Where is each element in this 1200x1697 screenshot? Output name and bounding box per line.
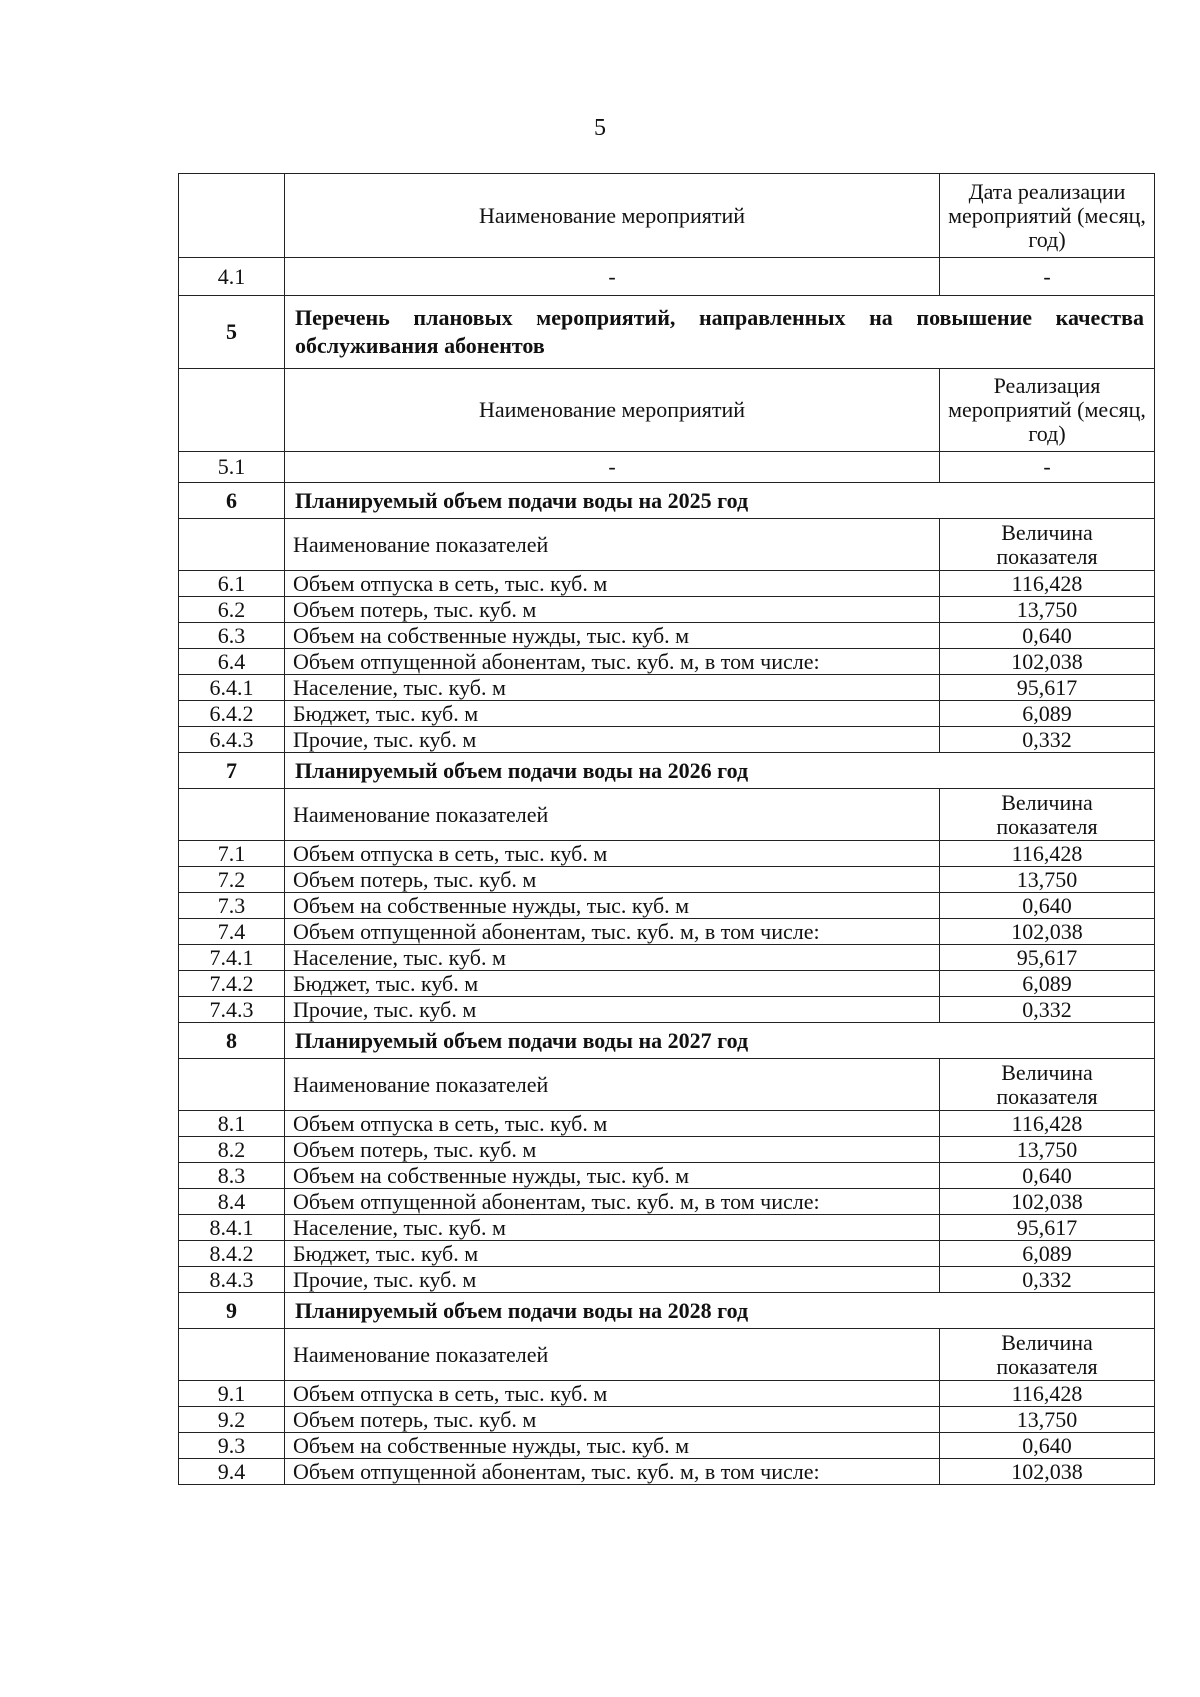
row-num: 9.2 xyxy=(179,1407,285,1433)
section-num: 5 xyxy=(179,296,285,369)
header-name-cell: Наименование показателей xyxy=(285,1059,940,1111)
row-value: 13,750 xyxy=(940,1407,1155,1433)
row-num: 6.2 xyxy=(179,597,285,623)
row-name: Прочие, тыс. куб. м xyxy=(285,727,940,753)
section-num: 6 xyxy=(179,483,285,519)
indicator-header-row xyxy=(179,1059,1155,1111)
header-name-cell: Наименование показателей xyxy=(285,519,940,571)
row-value: 0,332 xyxy=(940,1267,1155,1293)
table-row xyxy=(179,1241,1155,1267)
header-name-cell: Наименование показателей xyxy=(285,789,940,841)
table-body xyxy=(179,174,1155,1485)
section-title: Планируемый объем подачи воды на 2025 год xyxy=(285,483,1155,519)
table-row xyxy=(179,1111,1155,1137)
measures-table xyxy=(178,173,1155,1485)
table-row xyxy=(179,1267,1155,1293)
row-name: Объем потерь, тыс. куб. м xyxy=(285,867,940,893)
row-value: 0,640 xyxy=(940,893,1155,919)
header-value-cell: Величина показателя xyxy=(940,519,1155,571)
row-num: 6.3 xyxy=(179,623,285,649)
row-value: 95,617 xyxy=(940,945,1155,971)
header-num-cell xyxy=(179,519,285,571)
row-name: Объем отпуска в сеть, тыс. куб. м xyxy=(285,1111,940,1137)
section-num: 9 xyxy=(179,1293,285,1329)
table-row xyxy=(179,1407,1155,1433)
row-num: 8.4.3 xyxy=(179,1267,285,1293)
row-name: Население, тыс. куб. м xyxy=(285,1215,940,1241)
table-header-row xyxy=(179,174,1155,258)
table-row xyxy=(179,571,1155,597)
row-value: 95,617 xyxy=(940,675,1155,701)
table-row xyxy=(179,597,1155,623)
row-num: 8.1 xyxy=(179,1111,285,1137)
section-title: Перечень плановых мероприятий, направленных на повышение качества обслуживания абонентов xyxy=(285,296,1155,369)
row-name: Объем потерь, тыс. куб. м xyxy=(285,1137,940,1163)
row-name: - xyxy=(285,258,940,296)
table-row xyxy=(179,649,1155,675)
table-row xyxy=(179,1215,1155,1241)
row-value: 102,038 xyxy=(940,919,1155,945)
row-num: 4.1 xyxy=(179,258,285,296)
row-value: 13,750 xyxy=(940,597,1155,623)
header-date-cell: Реализация мероприятий (месяц, год) xyxy=(940,369,1155,452)
row-name: Бюджет, тыс. куб. м xyxy=(285,701,940,727)
row-name: Объем отпуска в сеть, тыс. куб. м xyxy=(285,841,940,867)
row-value: 0,640 xyxy=(940,623,1155,649)
row-name: Население, тыс. куб. м xyxy=(285,945,940,971)
section-title: Планируемый объем подачи воды на 2028 год xyxy=(285,1293,1155,1329)
table-row xyxy=(179,971,1155,997)
table-row xyxy=(179,919,1155,945)
row-value: 116,428 xyxy=(940,1381,1155,1407)
table-row xyxy=(179,1189,1155,1215)
table-row xyxy=(179,1137,1155,1163)
table-row xyxy=(179,452,1155,483)
row-name: Объем на собственные нужды, тыс. куб. м xyxy=(285,1433,940,1459)
row-name: - xyxy=(285,452,940,483)
table-row xyxy=(179,623,1155,649)
table-row xyxy=(179,997,1155,1023)
row-name: Объем на собственные нужды, тыс. куб. м xyxy=(285,893,940,919)
row-value: 6,089 xyxy=(940,1241,1155,1267)
row-num: 6.4.1 xyxy=(179,675,285,701)
row-value: 102,038 xyxy=(940,649,1155,675)
section-num: 8 xyxy=(179,1023,285,1059)
row-name: Объем отпущенной абонентам, тыс. куб. м, в том числе: xyxy=(285,649,940,675)
row-value: 116,428 xyxy=(940,1111,1155,1137)
table-row xyxy=(179,867,1155,893)
header-value-cell: Величина показателя xyxy=(940,1059,1155,1111)
section-row xyxy=(179,1023,1155,1059)
section-row xyxy=(179,296,1155,369)
row-name: Объем отпущенной абонентам, тыс. куб. м, в том числе: xyxy=(285,919,940,945)
row-num: 6.4 xyxy=(179,649,285,675)
row-value: 102,038 xyxy=(940,1459,1155,1485)
row-name: Объем отпуска в сеть, тыс. куб. м xyxy=(285,571,940,597)
header-value-cell: Величина показателя xyxy=(940,789,1155,841)
row-name: Объем на собственные нужды, тыс. куб. м xyxy=(285,1163,940,1189)
header-name-cell: Наименование мероприятий xyxy=(285,174,940,258)
section-title: Планируемый объем подачи воды на 2027 год xyxy=(285,1023,1155,1059)
row-name: Бюджет, тыс. куб. м xyxy=(285,1241,940,1267)
section-title: Планируемый объем подачи воды на 2026 год xyxy=(285,753,1155,789)
row-value: 13,750 xyxy=(940,867,1155,893)
row-num: 9.1 xyxy=(179,1381,285,1407)
header-num-cell xyxy=(179,789,285,841)
header-num-cell xyxy=(179,369,285,452)
table-row xyxy=(179,1163,1155,1189)
row-num: 8.2 xyxy=(179,1137,285,1163)
section-row xyxy=(179,483,1155,519)
row-value: 6,089 xyxy=(940,971,1155,997)
indicator-header-row xyxy=(179,519,1155,571)
section-header-row xyxy=(179,369,1155,452)
header-name-cell: Наименование мероприятий xyxy=(285,369,940,452)
table-row xyxy=(179,675,1155,701)
row-num: 6.1 xyxy=(179,571,285,597)
table-row xyxy=(179,1433,1155,1459)
header-num-cell xyxy=(179,1059,285,1111)
row-value: 116,428 xyxy=(940,571,1155,597)
row-num: 5.1 xyxy=(179,452,285,483)
indicator-header-row xyxy=(179,1329,1155,1381)
row-name: Объем отпущенной абонентам, тыс. куб. м, в том числе: xyxy=(285,1459,940,1485)
row-num: 8.4 xyxy=(179,1189,285,1215)
row-value: 6,089 xyxy=(940,701,1155,727)
table-row xyxy=(179,893,1155,919)
row-num: 7.4.1 xyxy=(179,945,285,971)
row-name: Объем отпущенной абонентам, тыс. куб. м, в том числе: xyxy=(285,1189,940,1215)
indicator-header-row xyxy=(179,789,1155,841)
row-date: - xyxy=(940,258,1155,296)
table-row xyxy=(179,945,1155,971)
row-num: 9.4 xyxy=(179,1459,285,1485)
row-name: Бюджет, тыс. куб. м xyxy=(285,971,940,997)
row-num: 6.4.2 xyxy=(179,701,285,727)
section-row xyxy=(179,1293,1155,1329)
row-value: 0,332 xyxy=(940,997,1155,1023)
row-num: 7.3 xyxy=(179,893,285,919)
table-row xyxy=(179,701,1155,727)
row-value: 102,038 xyxy=(940,1189,1155,1215)
header-num-cell xyxy=(179,174,285,258)
row-num: 8.4.2 xyxy=(179,1241,285,1267)
page-number: 5 xyxy=(594,115,606,141)
table-row xyxy=(179,258,1155,296)
table-row xyxy=(179,841,1155,867)
row-value: 13,750 xyxy=(940,1137,1155,1163)
table-row xyxy=(179,1381,1155,1407)
section-num: 7 xyxy=(179,753,285,789)
row-name: Объем на собственные нужды, тыс. куб. м xyxy=(285,623,940,649)
row-num: 7.1 xyxy=(179,841,285,867)
row-num: 7.4.3 xyxy=(179,997,285,1023)
row-name: Объем потерь, тыс. куб. м xyxy=(285,597,940,623)
row-name: Объем отпуска в сеть, тыс. куб. м xyxy=(285,1381,940,1407)
header-value-cell: Величина показателя xyxy=(940,1329,1155,1381)
header-date-cell: Дата реализации мероприятий (месяц, год) xyxy=(940,174,1155,258)
row-num: 7.4.2 xyxy=(179,971,285,997)
header-num-cell xyxy=(179,1329,285,1381)
section-row xyxy=(179,753,1155,789)
row-num: 9.3 xyxy=(179,1433,285,1459)
row-name: Прочие, тыс. куб. м xyxy=(285,997,940,1023)
row-num: 7.2 xyxy=(179,867,285,893)
table-row xyxy=(179,1459,1155,1485)
row-value: 116,428 xyxy=(940,841,1155,867)
row-num: 8.3 xyxy=(179,1163,285,1189)
row-value: 0,332 xyxy=(940,727,1155,753)
row-value: 0,640 xyxy=(940,1433,1155,1459)
row-date: - xyxy=(940,452,1155,483)
row-value: 95,617 xyxy=(940,1215,1155,1241)
row-num: 6.4.3 xyxy=(179,727,285,753)
row-num: 8.4.1 xyxy=(179,1215,285,1241)
table-row xyxy=(179,727,1155,753)
row-name: Объем потерь, тыс. куб. м xyxy=(285,1407,940,1433)
row-name: Население, тыс. куб. м xyxy=(285,675,940,701)
row-value: 0,640 xyxy=(940,1163,1155,1189)
row-num: 7.4 xyxy=(179,919,285,945)
header-name-cell: Наименование показателей xyxy=(285,1329,940,1381)
row-name: Прочие, тыс. куб. м xyxy=(285,1267,940,1293)
